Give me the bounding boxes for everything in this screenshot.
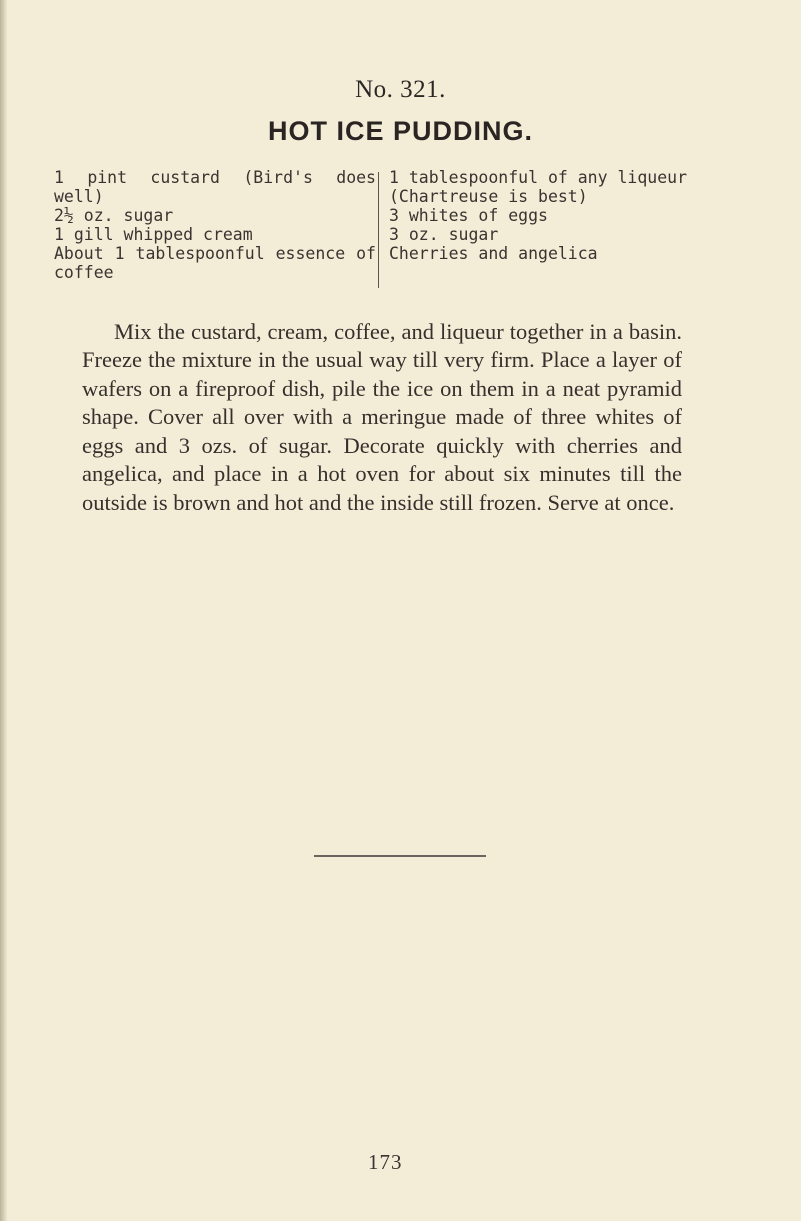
ingredient-item: Cherries and angelica — [389, 244, 598, 263]
ingredient-item: 1 pint custard (Bird's does well) — [54, 168, 376, 206]
book-spine-edge — [0, 0, 7, 1221]
recipe-number: No. 321. — [355, 76, 446, 103]
method-paragraph: Mix the custard, cream, coffee, and liqueur together in a basin. Freeze the mixture in the usual way till very firm. Place a layer of wafers on a fireproof dish, pile the ice on them in a neat pyramid shape. Cover all over with a meringue made of three whites of eggs and 3 ozs. of sugar. Decorate quickly with cherries and angelica, and place in a hot oven for about six minutes till the outside is brown and hot and the inside still frozen. Serve at once. — [82, 318, 682, 515]
section-rule — [314, 855, 486, 857]
ingredient-item: 2½ oz. sugar — [54, 206, 174, 225]
recipe-title: HOT ICE PUDDING. — [267, 116, 533, 146]
column-divider — [378, 172, 379, 288]
ingredient-item: 3 whites of eggs — [389, 206, 548, 225]
ingredients-left-column — [54, 168, 376, 282]
page-number: 173 — [368, 1150, 403, 1174]
ingredient-item: 1 gill whipped cream — [54, 225, 253, 244]
ingredients-right-column — [389, 168, 749, 263]
ingredient-item: About 1 tablespoonful essence of coffee — [54, 244, 376, 282]
ingredient-item: 1 tablespoonful of any liqueur (Chartreuse is best) — [389, 168, 688, 206]
ingredient-item: 3 oz. sugar — [389, 225, 499, 244]
